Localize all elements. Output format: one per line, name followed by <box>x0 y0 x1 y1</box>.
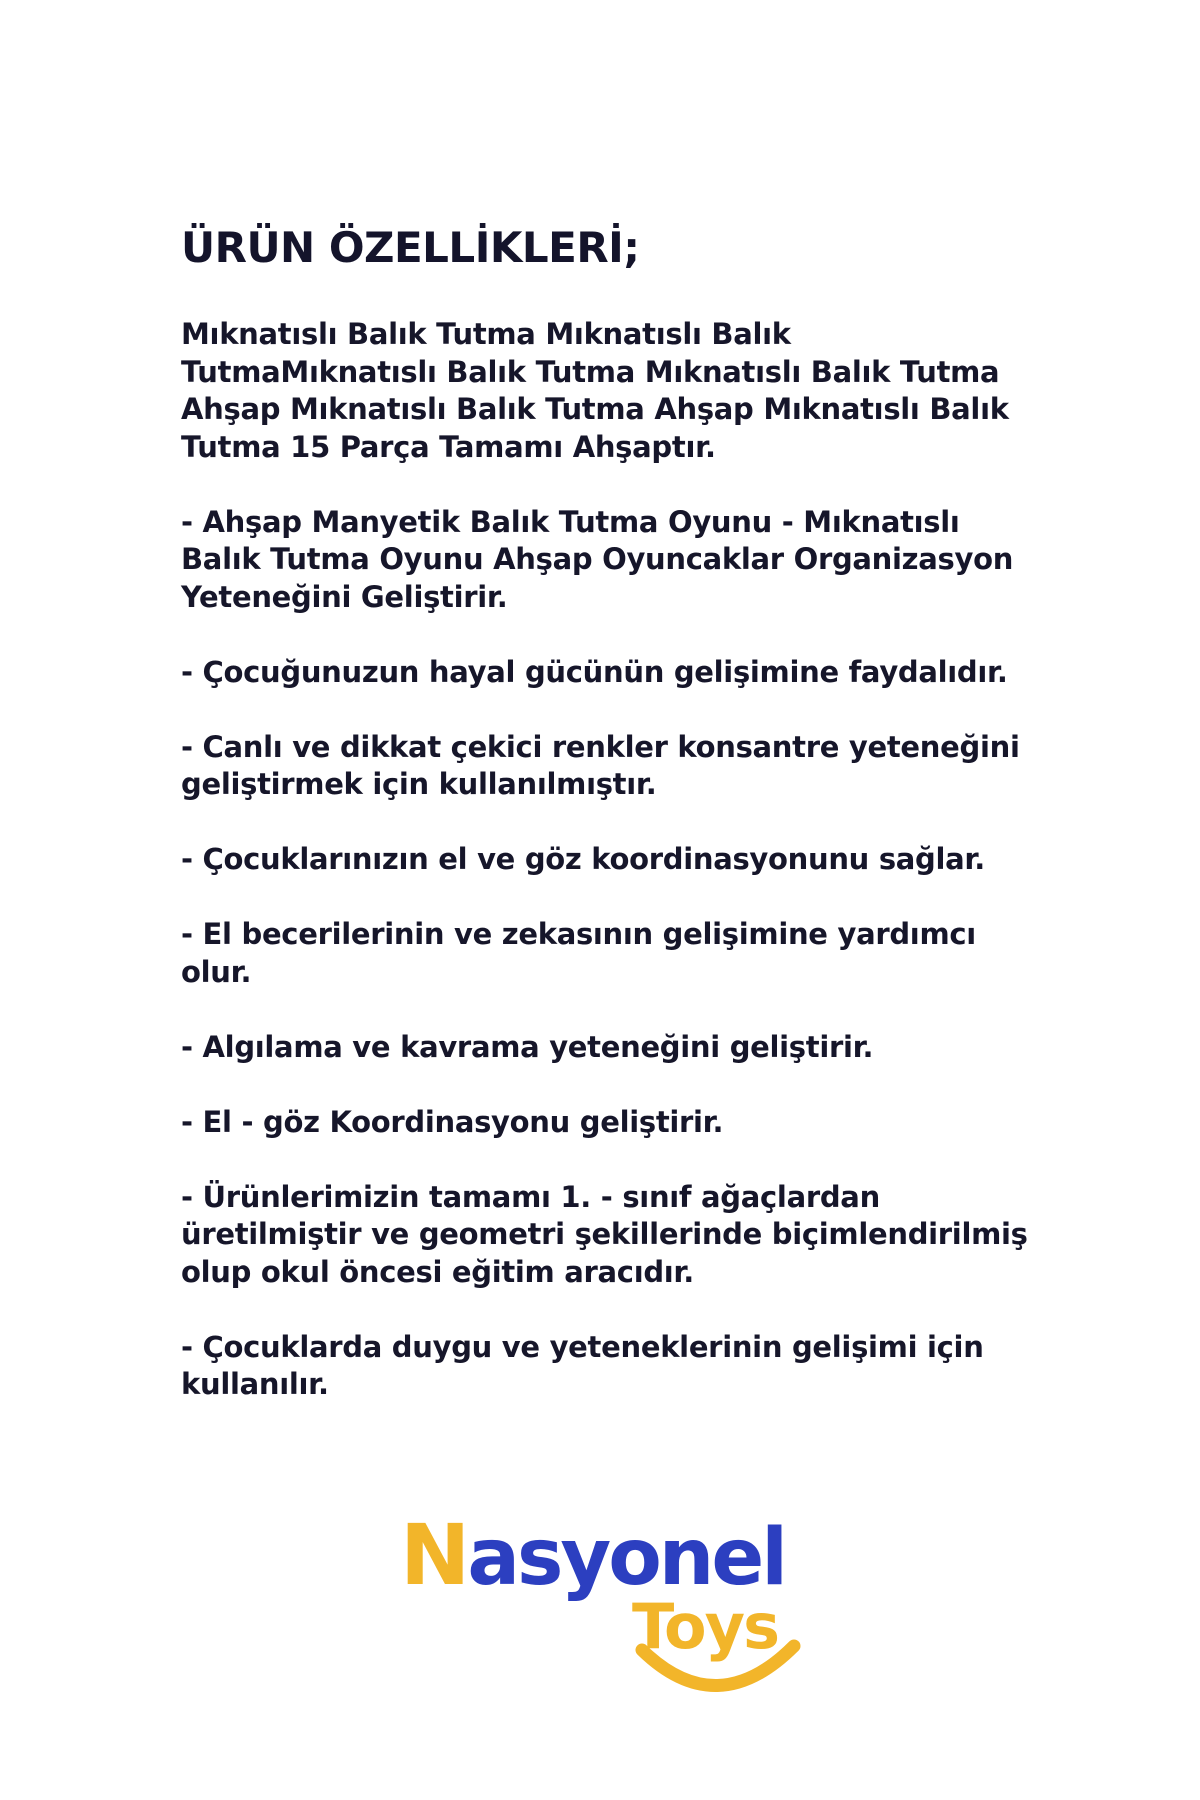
feature-item: - Çocuklarda duygu ve yeteneklerinin gelişimi için kullanılır. <box>181 1329 984 1401</box>
feature-item: - Çocuklarınızın el ve göz koordinasyonunu sağlar. <box>181 842 986 876</box>
feature-item: - Ürünlerimizin tamamı 1. - sınıf ağaçlardan üretilmiştir ve geometri şekillerinde biçimlendirilmiş olup okul öncesi eğitim aracıdır. <box>181 1179 1028 1289</box>
feature-paragraph-intro: Mıknatıslı Balık Tutma Mıknatıslı Balık TutmaMıknatıslı Balık Tutma Mıknatıslı Balık Tutma Ahşap Mıknatıslı Balık Tutma Ahşap Mıknatıslı Balık Tutma 15 Parça Tamamı Ahşaptır. <box>181 317 1009 464</box>
feature-item: - El becerilerinin ve zekasının gelişimine yardımcı olur. <box>181 917 976 989</box>
feature-item: - Çocuğunuzun hayal gücünün gelişimine faydalıdır. <box>181 654 1008 689</box>
logo-subword: Toys <box>632 1590 778 1663</box>
logo-initial: N <box>400 1506 468 1604</box>
feature-item: - Algılama ve kavrama yeteneğini geliştirir. <box>181 1029 874 1064</box>
page-title: ÜRÜN ÖZELLİKLERİ; <box>181 223 640 272</box>
feature-item: - Ahşap Manyetik Balık Tutma Oyunu - Mıknatıslı Balık Tutma Oyunu Ahşap Oyuncaklar Organizasyon Yeteneğini Geliştirir. <box>181 504 1014 614</box>
feature-item: - El - göz Koordinasyonu geliştirir. <box>181 1104 724 1139</box>
brand-logo <box>400 1506 800 1700</box>
product-features-section <box>181 222 1041 1441</box>
smile-icon <box>632 1628 802 1708</box>
feature-item: - Canlı ve dikkat çekici renkler konsantre yeteneğini geliştirmek için kullanılmıştır. <box>181 729 1020 801</box>
logo-word-rest: asyonel <box>467 1513 785 1603</box>
